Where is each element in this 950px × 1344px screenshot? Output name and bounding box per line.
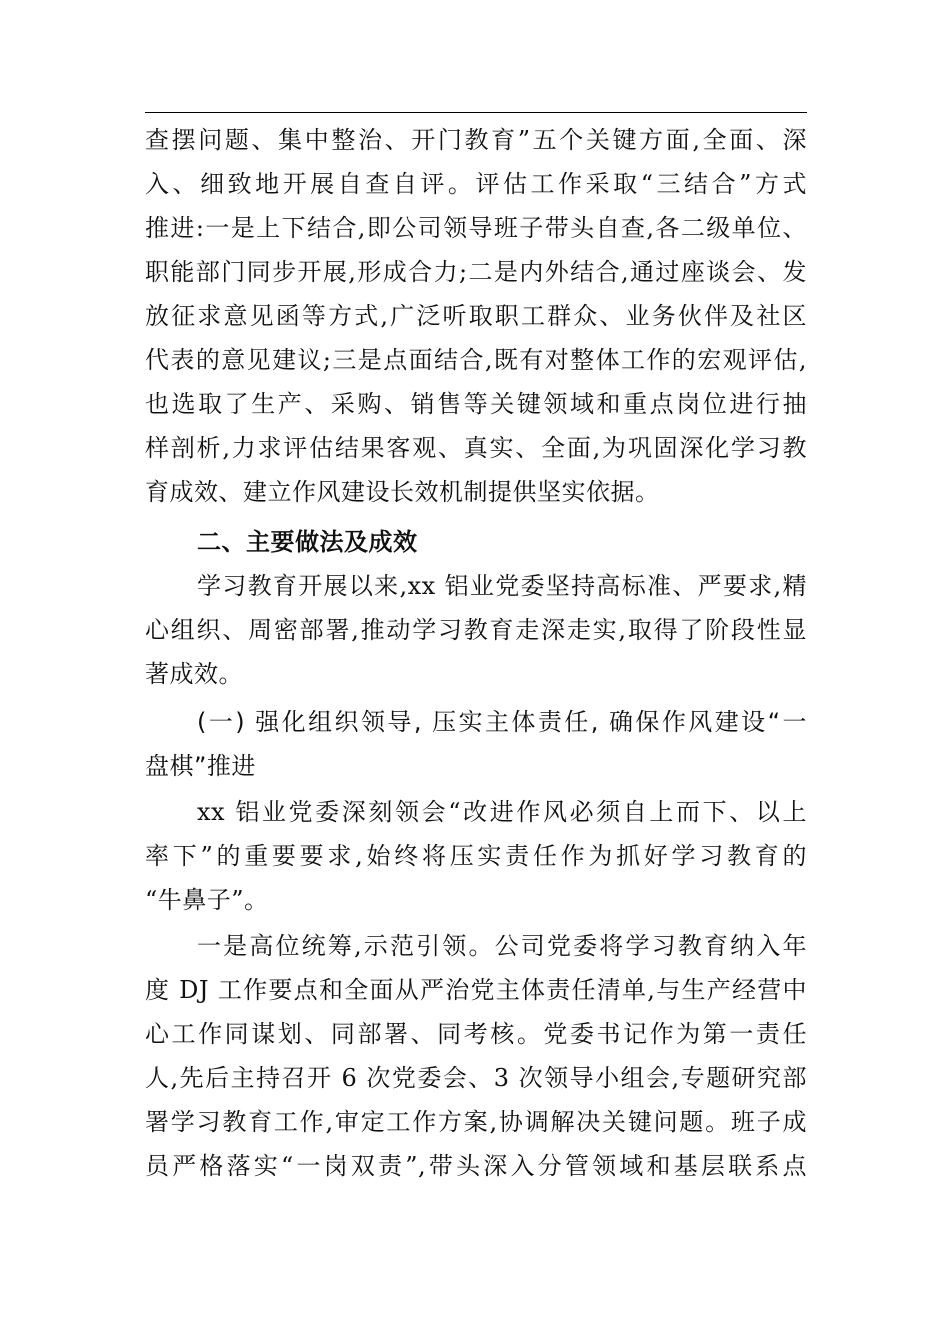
subsection-heading-cont: 盘棋”推进	[145, 752, 256, 780]
text-line: 入、细致地开展自查自评。评估工作采取“三结合”方式	[145, 170, 807, 198]
text-line: 样剖析,力求评估结果客观、真实、全面,为巩固深化学习教	[145, 434, 807, 462]
text-line: 查摆问题、集中整治、开门教育”五个关键方面,全面、深	[145, 126, 807, 154]
text-line: 育成效、建立作风建设长效机制提供坚实依据。	[145, 478, 660, 506]
text-line: 人,先后主持召开 6 次党委会、3 次领导小组会,专题研究部	[145, 1064, 807, 1092]
text-line: 心工作同谋划、同部署、同考核。党委书记作为第一责任	[145, 1020, 807, 1048]
text-line: 度 DJ 工作要点和全面从严治党主体责任清单,与生产经营中	[145, 976, 807, 1004]
text-line: 一是高位统筹,示范引领。公司党委将学习教育纳入年	[197, 932, 807, 960]
text-line: xx 铝业党委深刻领会“改进作风必须自上而下、以上	[197, 798, 807, 826]
header-rule	[145, 112, 807, 113]
text-line: “牛鼻子”。	[145, 886, 269, 914]
section-heading: 二、主要做法及成效	[197, 528, 418, 556]
text-line: 学习教育开展以来,xx 铝业党委坚持高标准、严要求,精	[197, 572, 807, 600]
subsection-heading: (一) 强化组织领导, 压实主体责任, 确保作风建设“一	[197, 708, 807, 736]
text-line: 也选取了生产、采购、销售等关键领域和重点岗位进行抽	[145, 390, 807, 418]
text-line: 推进:一是上下结合,即公司领导班子带头自查,各二级单位、	[145, 214, 807, 242]
text-line: 代表的意见建议;三是点面结合,既有对整体工作的宏观评估,	[145, 346, 807, 374]
text-line: 著成效。	[145, 660, 243, 688]
text-line: 职能部门同步开展,形成合力;二是内外结合,通过座谈会、发	[145, 258, 807, 286]
text-line: 放征求意见函等方式,广泛听取职工群众、业务伙伴及社区	[145, 302, 807, 330]
text-line: 率下”的重要要求,始终将压实责任作为抓好学习教育的	[145, 842, 807, 870]
text-line: 署学习教育工作,审定工作方案,协调解决关键问题。班子成	[145, 1108, 807, 1136]
text-line: 员严格落实“一岗双责”,带头深入分管领域和基层联系点	[145, 1152, 807, 1180]
text-line: 心组织、周密部署,推动学习教育走深走实,取得了阶段性显	[145, 616, 807, 644]
